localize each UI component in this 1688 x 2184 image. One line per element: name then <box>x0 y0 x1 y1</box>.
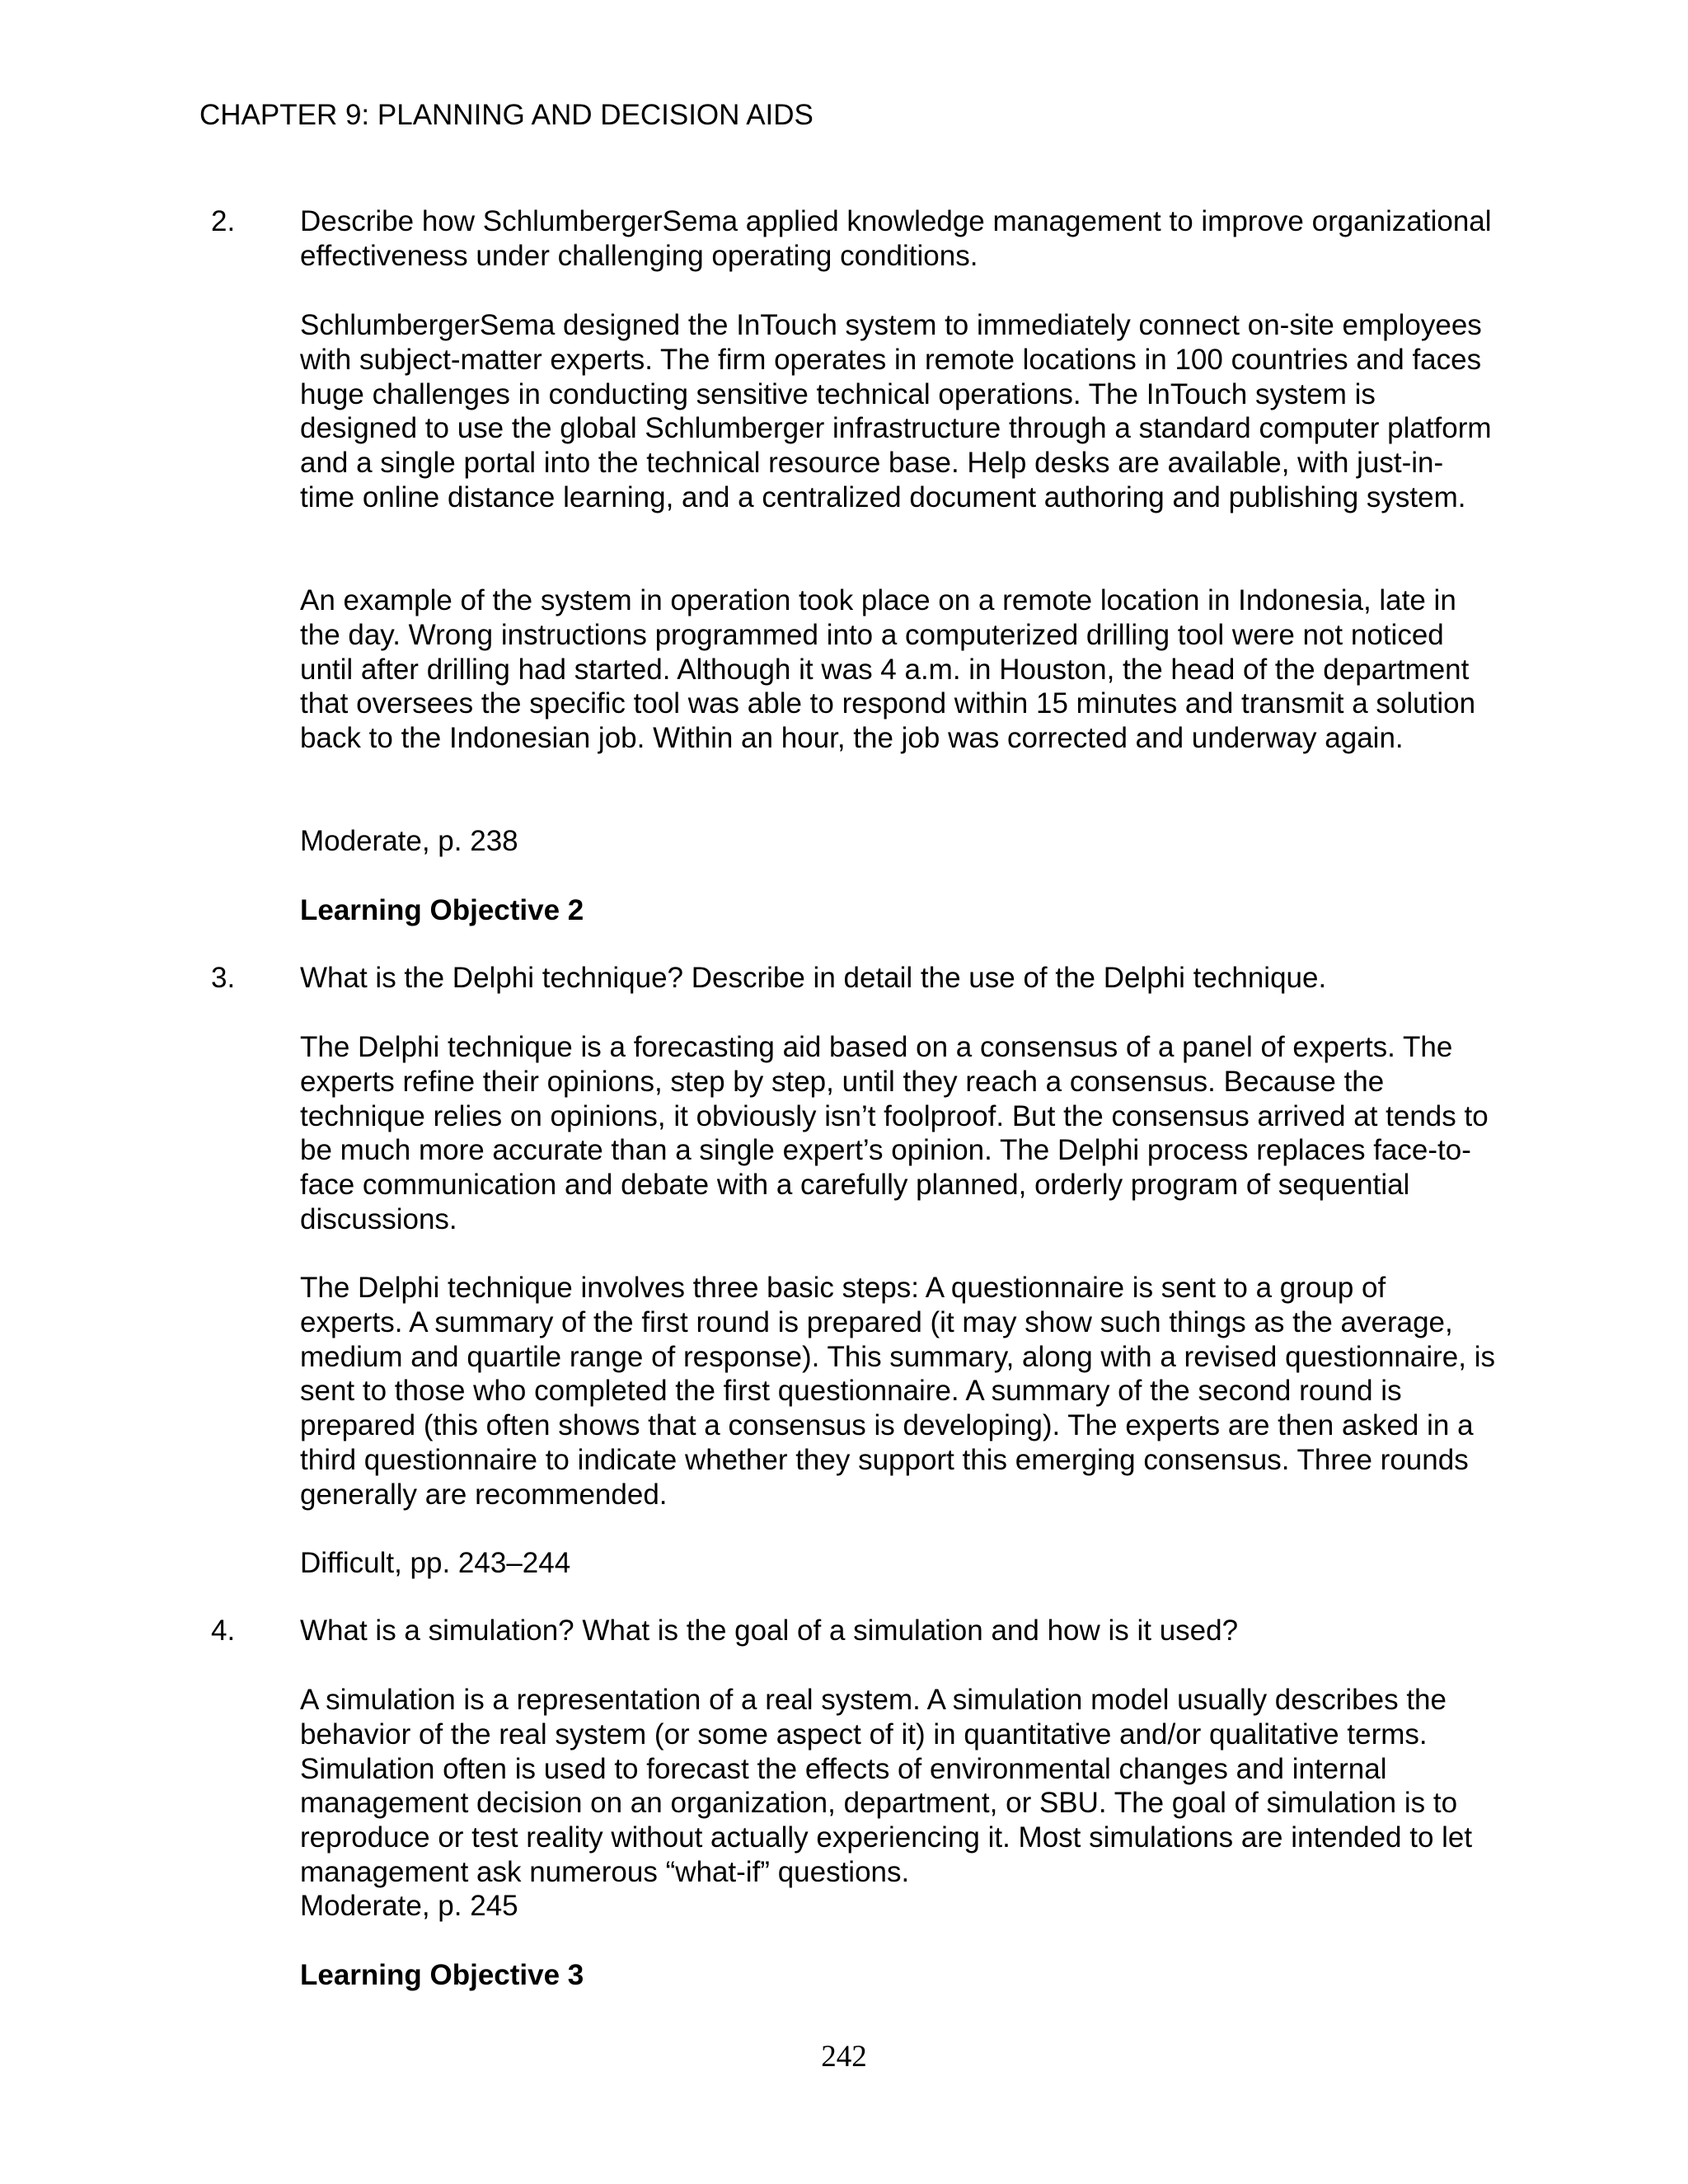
answer-paragraph: An example of the system in operation took place on a remote location in Indonesia, late in the day. Wrong instructions programmed into a computerized drilling tool were not noticed until after drilling had started. Although it was 4 a.m. in Houston, the head of the department that oversees the specific tool was able to respond within 15 minutes and transmit a solution back to the Indonesian job. Within an hour, the job was corrected and underway again. <box>300 584 1476 755</box>
learning-objective-heading: Learning Objective 2 <box>300 894 584 926</box>
difficulty-reference: Difficult, pp. 243–244 <box>300 1547 571 1579</box>
answer-paragraph: The Delphi technique involves three basic steps: A questionnaire is sent to a group of experts. A summary of the first round is prepared (it may show such things as the average, medium and quartile range of response). This summary, along with a revised questionnaire, is sent to those who completed the first questionnaire. A summary of the second round is prepared (this often shows that a consensus is developing). The experts are then asked in a third questionnaire to indicate whether they support this emerging consensus. Three rounds generally are recommended. <box>300 1272 1495 1511</box>
difficulty-reference: Moderate, p. 238 <box>300 825 518 857</box>
answer-paragraph: A simulation is a representation of a real system. A simulation model usually describes the behavior of the real system (or some aspect of it) in quantitative and/or qualitative terms. Simulation often is used to forecast the effects of environmental changes and internal management decision on an organization, department, or SBU. The goal of simulation is to reproduce or test reality without actually experiencing it. Most simulations are intended to let management ask numerous “what-if” questions. <box>300 1684 1473 1888</box>
question-number: 4. <box>211 1615 236 1647</box>
page-number: 242 <box>821 2040 867 2074</box>
chapter-title: CHAPTER 9: PLANNING AND DECISION AIDS <box>199 99 814 131</box>
answer-paragraph: SchlumbergerSema designed the InTouch system to immediately connect on-site employees with subject-matter experts. The firm operates in remote locations in 100 countries and faces huge challenges in conducting sensitive technical operations. The InTouch system is designed to use the global Schlumberger infrastructure through a standard computer platform and a single portal into the technical resource base. Help desks are available, with just-in-time online distance learning, and a centralized document authoring and publishing system. <box>300 309 1492 513</box>
question-number: 2. <box>211 205 236 237</box>
learning-objective-heading: Learning Objective 3 <box>300 1959 584 1991</box>
question-prompt: Describe how SchlumbergerSema applied knowledge management to improve organizational effectiveness under challenging operating conditions. <box>300 205 1492 272</box>
answer-paragraph: The Delphi technique is a forecasting aid based on a consensus of a panel of experts. The experts refine their opinions, step by step, until they reach a consensus. Because the technique relies on opinions, it obviously isn’t foolproof. But the consensus arrived at tends to be much more accurate than a single expert’s opinion. The Delphi process replaces face-to-face communication and debate with a carefully planned, orderly program of sequential discussions. <box>300 1031 1489 1235</box>
question-prompt: What is the Delphi technique? Describe in detail the use of the Delphi technique. <box>300 962 1327 994</box>
question-prompt: What is a simulation? What is the goal of a simulation and how is it used? <box>300 1615 1239 1647</box>
difficulty-reference: Moderate, p. 245 <box>300 1890 518 1922</box>
question-number: 3. <box>211 962 236 994</box>
